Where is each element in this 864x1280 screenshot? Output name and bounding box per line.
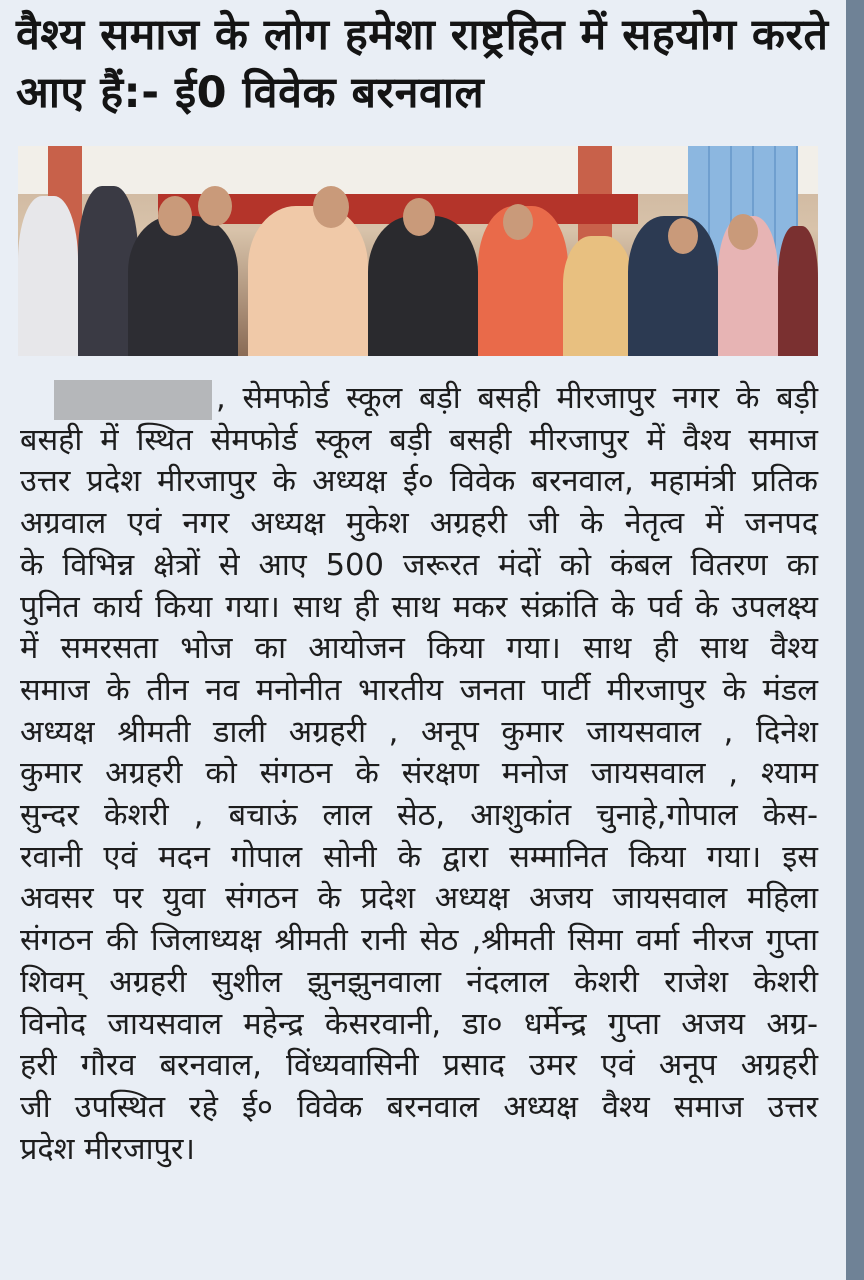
article-line: के विभिन्न क्षेत्रों से आए 500 जरूरत मंदों को कंबल वितरण का: [20, 547, 818, 583]
article-line: जी उपस्थित रहे ई० विवेक बरनवाल अध्यक्ष वैश्य समाज उत्तर: [20, 1089, 818, 1125]
page-edge: [846, 0, 864, 1280]
article-body: [20, 378, 818, 1170]
article-line: संगठन की जिलाध्यक्ष श्रीमती रानी सेठ ,श्रीमती सिमा वर्मा नीरज गुप्ता: [20, 923, 818, 959]
article-line: अवसर पर युवा संगठन के प्रदेश अध्यक्ष अजय जायसवाल महिला: [20, 881, 818, 917]
article-line: प्रदेश मीरजापुर।: [20, 1131, 196, 1167]
article-line: , सेमफोर्ड स्कूल बड़ी बसही मीरजापुर नगर के बड़ी: [20, 378, 818, 420]
article-line: शिवम् अग्रहरी सुशील झुनझुनवाला नंदलाल केशरी राजेश केशरी: [20, 964, 818, 1000]
article-line: विनोद जायसवाल महेन्द्र केसरवानी, डा० धर्मेन्द्र गुप्ता अजय अग्र-: [20, 1006, 818, 1042]
article-line: समाज के तीन नव मनोनीत भारतीय जनता पार्टी मीरजापुर के मंडल: [20, 672, 818, 708]
article-line: बसही में स्थित सेमफोर्ड स्कूल बड़ी बसही मीरजापुर में वैश्य समाज: [20, 422, 818, 458]
article-line: रवानी एवं मदन गोपाल सोनी के द्वारा सम्मानित किया गया। इस: [20, 839, 818, 875]
article-headline: वैश्य समाज के लोग हमेशा राष्ट्रहित में सहयोग करते आए हैं:- ई0 विवेक बरनवाल: [16, 10, 829, 118]
article-line: सुन्दर केशरी , बचाऊं लाल सेठ, आशुकांत चुनाहे,गोपाल केस-: [20, 798, 818, 834]
article-line: कुमार अग्रहरी को संगठन के संरक्षण मनोज जायसवाल , श्याम: [20, 756, 818, 792]
redacted-dateline: [54, 380, 212, 420]
article-line: पुनित कार्य किया गया। साथ ही साथ मकर संक्रांति के पर्व के उपलक्ष्य: [20, 589, 818, 625]
article-line: हरी गौरव बरनवाल, विंध्यवासिनी प्रसाद उमर एवं अनूप अग्रहरी: [20, 1048, 818, 1084]
article-line: उत्तर प्रदेश मीरजापुर के अध्यक्ष ई० विवेक बरनवाल, महामंत्री प्रतिक: [20, 464, 818, 500]
article-line: में समरसता भोज का आयोजन किया गया। साथ ही साथ वैश्य: [20, 631, 818, 667]
article-line: अग्रवाल एवं नगर अध्यक्ष मुकेश अग्रहरी जी के नेतृत्व में जनपद: [20, 506, 818, 542]
event-photo: [18, 146, 818, 356]
article-line: अध्यक्ष श्रीमती डाली अग्रहरी , अनूप कुमार जायसवाल , दिनेश: [20, 714, 818, 750]
